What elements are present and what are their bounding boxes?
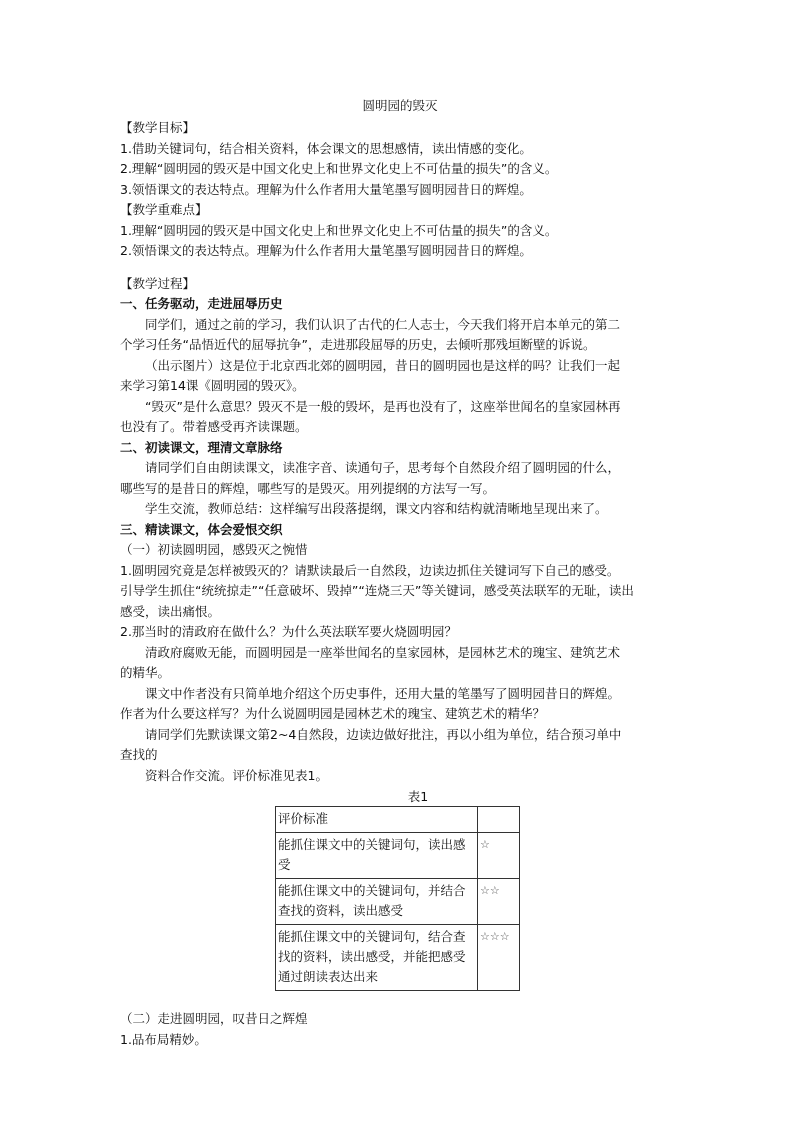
- paragraph-line: 也没有了。带着感受再齐读课题。: [120, 419, 308, 434]
- paragraph-line: 个学习任务“品悟近代的屈辱抗争”，走进那段屈辱的历史，去倾听那残垣断壁的诉说。: [120, 337, 596, 352]
- question-line: 2.那当时的清政府在做什么？为什么英法联军要火烧圆明园？: [120, 624, 457, 639]
- paragraph-line: 查找的: [120, 747, 158, 762]
- paragraph-line: 哪些写的是昔日的辉煌，哪些写的是毁灭。用列提纲的方法写一写。: [120, 480, 496, 496]
- subsection-heading: （二）走进圆明园，叹昔日之辉煌: [120, 1011, 308, 1026]
- stars-cell: ☆: [478, 833, 520, 879]
- key-point-item: 2.领悟课文的表达特点。理解为什么作者用大量笔墨写圆明园昔日的辉煌。: [120, 243, 532, 258]
- paragraph-line: （出示图片）这是位于北京西北郊的圆明园，昔日的圆明园也是这样的吗？让我们一起: [145, 357, 621, 373]
- goals-heading: 【教学目标】: [120, 120, 196, 135]
- page-title: 圆明园的毁灭: [362, 98, 438, 113]
- section-heading: 三、精读课文，体会爱恨交织: [120, 521, 283, 537]
- paragraph-line: 作者为什么要这样写？为什么说圆明园是园林艺术的瑰宝、建筑艺术的精华？: [120, 706, 546, 721]
- question-line: 引导学生抓住“统统掠走”“任意破坏、毁掉”“连烧三天”等关键词，感受英法联军的无耻，读出: [120, 583, 634, 598]
- paragraph-line: 课文中作者没有只简单地介绍这个历史事件，还用大量的笔墨写了圆明园昔日的辉煌。: [145, 685, 621, 701]
- criteria-cell: 能抓住课文中的关键词句，读出感受: [276, 833, 478, 879]
- goal-item: 3.领悟课文的表达特点。理解为什么作者用大量笔墨写圆明园昔日的辉煌。: [120, 181, 532, 197]
- question-line: 1.圆明园究竟是怎样被毁灭的？请默读最后一自然段，边读边抓住关键词写下自己的感受。: [120, 562, 620, 578]
- table-row: [276, 925, 520, 991]
- stars-cell: ☆☆☆: [478, 925, 520, 991]
- paragraph-line: 同学们，通过之前的学习，我们认识了古代的仁人志士，今天我们将开启本单元的第二: [145, 316, 621, 332]
- paragraph-line: 的精华。: [120, 665, 171, 680]
- goal-item: 1.借助关键词句，结合相关资料，体会课文的思想感情，读出情感的变化。: [120, 140, 532, 156]
- paragraph-line: “毁灭”是什么意思？毁灭不是一般的毁坏，是再也没有了，这座举世闻名的皇家园林再: [145, 398, 621, 414]
- document-page: [120, 96, 680, 1050]
- paragraph-line: 请同学们自由朗读课文，读准字音、读通句子，思考每个自然段介绍了圆明园的什么，: [145, 460, 621, 475]
- key-points-heading: 【教学重难点】: [120, 202, 208, 217]
- stars-cell: ☆☆: [478, 879, 520, 925]
- paragraph-line: 请同学们先默读课文第2~4自然段，边读边做好批注，再以小组为单位，结合预习单中: [145, 726, 622, 742]
- subsection-heading: （一）初读圆明园，感毁灭之惋惜: [120, 542, 308, 557]
- evaluation-table: [275, 806, 520, 991]
- section-heading: 二、初读课文，理清文章脉络: [120, 439, 283, 455]
- table-header-cell: [478, 807, 520, 833]
- table-row: [276, 833, 520, 879]
- paragraph-line: 资料合作交流。评价标准见表1。: [145, 767, 328, 783]
- criteria-cell: 能抓住课文中的关键词句，结合查找的资料，读出感受，并能把感受通过朗读表达出来: [276, 925, 478, 991]
- paragraph-line: 清政府腐败无能，而圆明园是一座举世闻名的皇家园林，是园林艺术的瑰宝、建筑艺术: [145, 644, 621, 660]
- process-heading: 【教学过程】: [120, 275, 196, 291]
- paragraph-line: 学生交流，教师总结：这样编写出段落提纲，课文内容和结构就清晰地呈现出来了。: [145, 501, 608, 516]
- question-line: 1.品布局精妙。: [120, 1031, 207, 1047]
- criteria-cell: 能抓住课文中的关键词句，并结合查找的资料，读出感受: [276, 879, 478, 925]
- table-caption: 表1: [407, 789, 429, 804]
- table-header-cell: 评价标准: [276, 807, 478, 833]
- paragraph-line: 来学习第14课《圆明园的毁灭》。: [120, 378, 305, 393]
- question-line: 感受，读出痛恨。: [120, 603, 221, 619]
- goal-item: 2.理解“圆明园的毁灭是中国文化史上和世界文化史上不可估量的损失”的含义。: [120, 161, 558, 176]
- key-point-item: 1.理解“圆明园的毁灭是中国文化史上和世界文化史上不可估量的损失”的含义。: [120, 222, 558, 238]
- table-row: [276, 807, 520, 833]
- section-heading: 一、任务驱动，走进屈辱历史: [120, 296, 283, 311]
- table-row: [276, 879, 520, 925]
